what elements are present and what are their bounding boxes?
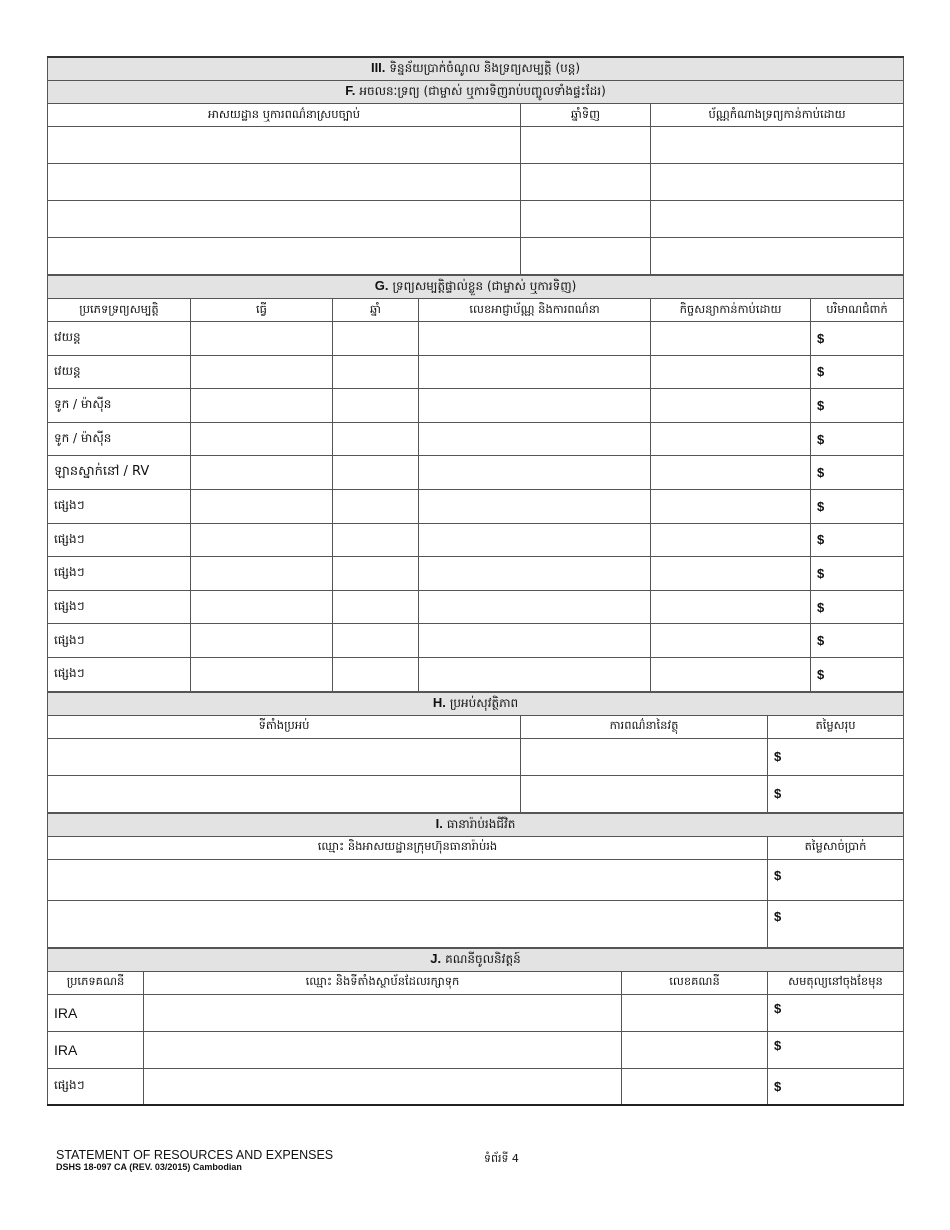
make-field[interactable]	[191, 355, 333, 389]
year-field[interactable]	[521, 127, 651, 164]
col-header-amount-owed: បរិមាណជំពាក់	[811, 299, 904, 322]
license-field[interactable]	[419, 624, 651, 658]
year-field[interactable]	[521, 164, 651, 201]
make-field[interactable]	[191, 624, 333, 658]
balance-field[interactable]: $	[768, 1068, 904, 1105]
license-field[interactable]	[419, 557, 651, 591]
table-row	[48, 489, 904, 523]
year-field[interactable]	[333, 489, 419, 523]
license-field[interactable]	[419, 456, 651, 490]
total-value-field[interactable]: $	[768, 738, 904, 775]
property-type-label: ឡានស្នាក់នៅ / RV	[48, 456, 191, 490]
year-field[interactable]	[333, 422, 419, 456]
title-holder-field[interactable]	[651, 127, 904, 164]
contract-holder-field[interactable]	[651, 523, 811, 557]
col-header-contents: ការពណ៌នានៃវត្ថុ	[521, 715, 768, 738]
account-type-label: IRA	[48, 994, 144, 1031]
section-j-table	[47, 948, 904, 1107]
license-field[interactable]	[419, 489, 651, 523]
make-field[interactable]	[191, 590, 333, 624]
year-field[interactable]	[521, 238, 651, 275]
license-field[interactable]	[419, 590, 651, 624]
contract-holder-field[interactable]	[651, 590, 811, 624]
year-field[interactable]	[521, 201, 651, 238]
amount-owed-field[interactable]: $	[811, 523, 904, 557]
property-type-label: ផ្សេងៗ	[48, 590, 191, 624]
col-header-account-number: លេខគណនី	[622, 971, 768, 994]
institution-field[interactable]	[144, 1031, 622, 1068]
institution-field[interactable]	[144, 994, 622, 1031]
year-field[interactable]	[333, 355, 419, 389]
table-row	[48, 994, 904, 1031]
contract-holder-field[interactable]	[651, 657, 811, 691]
section-f-header: F. អចលនៈទ្រព្យ (ជាម្ចាស់ ឬការទិញរាប់បញ្ចូលទាំងផ្ទះដែរ)	[48, 81, 904, 104]
table-row	[48, 355, 904, 389]
year-field[interactable]	[333, 322, 419, 356]
col-header-year-purchased: ឆ្នាំទិញ	[521, 104, 651, 127]
account-type-label: IRA	[48, 1031, 144, 1068]
table-row	[48, 624, 904, 658]
form-title: STATEMENT OF RESOURCES AND EXPENSES	[56, 1148, 334, 1162]
box-location-field[interactable]	[48, 775, 521, 812]
col-header-total-value: តម្លៃសរុប	[768, 715, 904, 738]
account-number-field[interactable]	[622, 1031, 768, 1068]
col-header-balance: សមតុល្យនៅចុងខែមុន	[768, 971, 904, 994]
contract-holder-field[interactable]	[651, 422, 811, 456]
property-type-label: ផ្សេងៗ	[48, 624, 191, 658]
license-field[interactable]	[419, 322, 651, 356]
license-field[interactable]	[419, 355, 651, 389]
table-row	[48, 201, 904, 238]
table-row	[48, 422, 904, 456]
year-field[interactable]	[333, 389, 419, 423]
balance-field[interactable]: $	[768, 994, 904, 1031]
insurer-field[interactable]	[48, 900, 768, 947]
col-header-contract-held-by: កិច្ចសន្យាកាន់កាប់ដោយ	[651, 299, 811, 322]
table-row	[48, 127, 904, 164]
contract-holder-field[interactable]	[651, 489, 811, 523]
section-g-header: G. ទ្រព្យសម្បត្តិផ្ទាល់ខ្លួន (ជាម្ចាស់ ឬការទិញ)	[48, 276, 904, 299]
section-f-table	[47, 56, 904, 275]
col-header-address: អាសយដ្ឋាន ឬការពណ៌នាស្របច្បាប់	[48, 104, 521, 127]
cash-value-field[interactable]: $	[768, 859, 904, 900]
make-field[interactable]	[191, 523, 333, 557]
section-iii-header: III. ទិន្នន័យប្រាក់ចំណូល និងទ្រព្យសម្បត្តិ (បន្ត)	[48, 57, 904, 81]
table-row	[48, 322, 904, 356]
col-header-make: ធ្វើ	[191, 299, 333, 322]
contract-holder-field[interactable]	[651, 389, 811, 423]
table-row	[48, 1031, 904, 1068]
table-row	[48, 738, 904, 775]
form-id: DSHS 18-097 CA (REV. 03/2015) Cambodian	[56, 1162, 242, 1172]
table-row	[48, 456, 904, 490]
table-row	[48, 557, 904, 591]
property-type-label: ទូក / ម៉ាស៊ីន	[48, 389, 191, 423]
year-field[interactable]	[333, 657, 419, 691]
institution-field[interactable]	[144, 1068, 622, 1105]
section-j-header: J. គណនីចូលនិវត្តន៍	[48, 948, 904, 971]
license-field[interactable]	[419, 523, 651, 557]
statement-form	[47, 56, 903, 1106]
title-holder-field[interactable]	[651, 201, 904, 238]
amount-owed-field[interactable]: $	[811, 389, 904, 423]
contract-holder-field[interactable]	[651, 624, 811, 658]
table-row	[48, 523, 904, 557]
license-field[interactable]	[419, 389, 651, 423]
total-value-field[interactable]: $	[768, 775, 904, 812]
property-type-label: ផ្សេងៗ	[48, 557, 191, 591]
page-number: ទំព័រទី 4	[484, 1152, 519, 1165]
col-header-property-type: ប្រភេទទ្រព្យសម្បត្តិ	[48, 299, 191, 322]
contents-field[interactable]	[521, 738, 768, 775]
section-i-header: I. ធានារ៉ាប់រងជីវិត	[48, 813, 904, 836]
make-field[interactable]	[191, 557, 333, 591]
col-header-cash-value: តម្លៃសាច់ប្រាក់	[768, 836, 904, 859]
make-field[interactable]	[191, 389, 333, 423]
col-header-year: ឆ្នាំ	[333, 299, 419, 322]
property-type-label: ផ្សេងៗ	[48, 489, 191, 523]
contract-holder-field[interactable]	[651, 456, 811, 490]
amount-owed-field[interactable]: $	[811, 489, 904, 523]
property-type-label: វេយន្ត	[48, 322, 191, 356]
account-number-field[interactable]	[622, 994, 768, 1031]
property-type-label: ទូក / ម៉ាស៊ីន	[48, 422, 191, 456]
col-header-institution: ឈ្មោះ និងទីតាំងស្ថាប័នដែលរក្សាទុក	[144, 971, 622, 994]
contents-field[interactable]	[521, 775, 768, 812]
title-holder-field[interactable]	[651, 238, 904, 275]
address-field[interactable]	[48, 164, 521, 201]
table-row	[48, 775, 904, 812]
section-h-table	[47, 692, 904, 813]
table-row	[48, 238, 904, 275]
year-field[interactable]	[333, 456, 419, 490]
footer	[56, 1148, 333, 1172]
contract-holder-field[interactable]	[651, 557, 811, 591]
contract-holder-field[interactable]	[651, 355, 811, 389]
col-header-box-location: ទីតាំងប្រអប់	[48, 715, 521, 738]
section-g-table	[47, 275, 904, 692]
amount-owed-field[interactable]: $	[811, 624, 904, 658]
year-field[interactable]	[333, 523, 419, 557]
year-field[interactable]	[333, 624, 419, 658]
contract-holder-field[interactable]	[651, 322, 811, 356]
amount-owed-field[interactable]: $	[811, 422, 904, 456]
col-header-license: លេខអាជ្ញាប័ណ្ណ និងការពណ៌នា	[419, 299, 651, 322]
table-row	[48, 900, 904, 947]
license-field[interactable]	[419, 422, 651, 456]
table-row	[48, 859, 904, 900]
amount-owed-field[interactable]: $	[811, 355, 904, 389]
table-row	[48, 1068, 904, 1105]
table-row	[48, 657, 904, 691]
make-field[interactable]	[191, 322, 333, 356]
amount-owed-field[interactable]: $	[811, 322, 904, 356]
license-field[interactable]	[419, 657, 651, 691]
title-holder-field[interactable]	[651, 164, 904, 201]
col-header-title-held-by: ប័ណ្ណកំណាងទ្រព្យកាន់កាប់ដោយ	[651, 104, 904, 127]
amount-owed-field[interactable]: $	[811, 557, 904, 591]
col-header-account-type: ប្រភេទគណនី	[48, 971, 144, 994]
amount-owed-field[interactable]: $	[811, 657, 904, 691]
year-field[interactable]	[333, 557, 419, 591]
property-type-label: ផ្សេងៗ	[48, 523, 191, 557]
col-header-insurer: ឈ្មោះ និងអាសយដ្ឋានក្រុមហ៊ុនធានារ៉ាប់រង	[48, 836, 768, 859]
table-row	[48, 164, 904, 201]
address-field[interactable]	[48, 201, 521, 238]
amount-owed-field[interactable]: $	[811, 456, 904, 490]
box-location-field[interactable]	[48, 738, 521, 775]
table-row	[48, 389, 904, 423]
table-row	[48, 590, 904, 624]
property-type-label: វេយន្ត	[48, 355, 191, 389]
year-field[interactable]	[333, 590, 419, 624]
make-field[interactable]	[191, 657, 333, 691]
cash-value-field[interactable]: $	[768, 900, 904, 947]
address-field[interactable]	[48, 238, 521, 275]
make-field[interactable]	[191, 489, 333, 523]
amount-owed-field[interactable]: $	[811, 590, 904, 624]
account-type-label: ផ្សេងៗ	[48, 1068, 144, 1105]
balance-field[interactable]: $	[768, 1031, 904, 1068]
section-h-header: H. ប្រអប់សុវត្ថិភាព	[48, 692, 904, 715]
make-field[interactable]	[191, 456, 333, 490]
property-type-label: ផ្សេងៗ	[48, 657, 191, 691]
insurer-field[interactable]	[48, 859, 768, 900]
account-number-field[interactable]	[622, 1068, 768, 1105]
make-field[interactable]	[191, 422, 333, 456]
section-i-table	[47, 813, 904, 948]
address-field[interactable]	[48, 127, 521, 164]
